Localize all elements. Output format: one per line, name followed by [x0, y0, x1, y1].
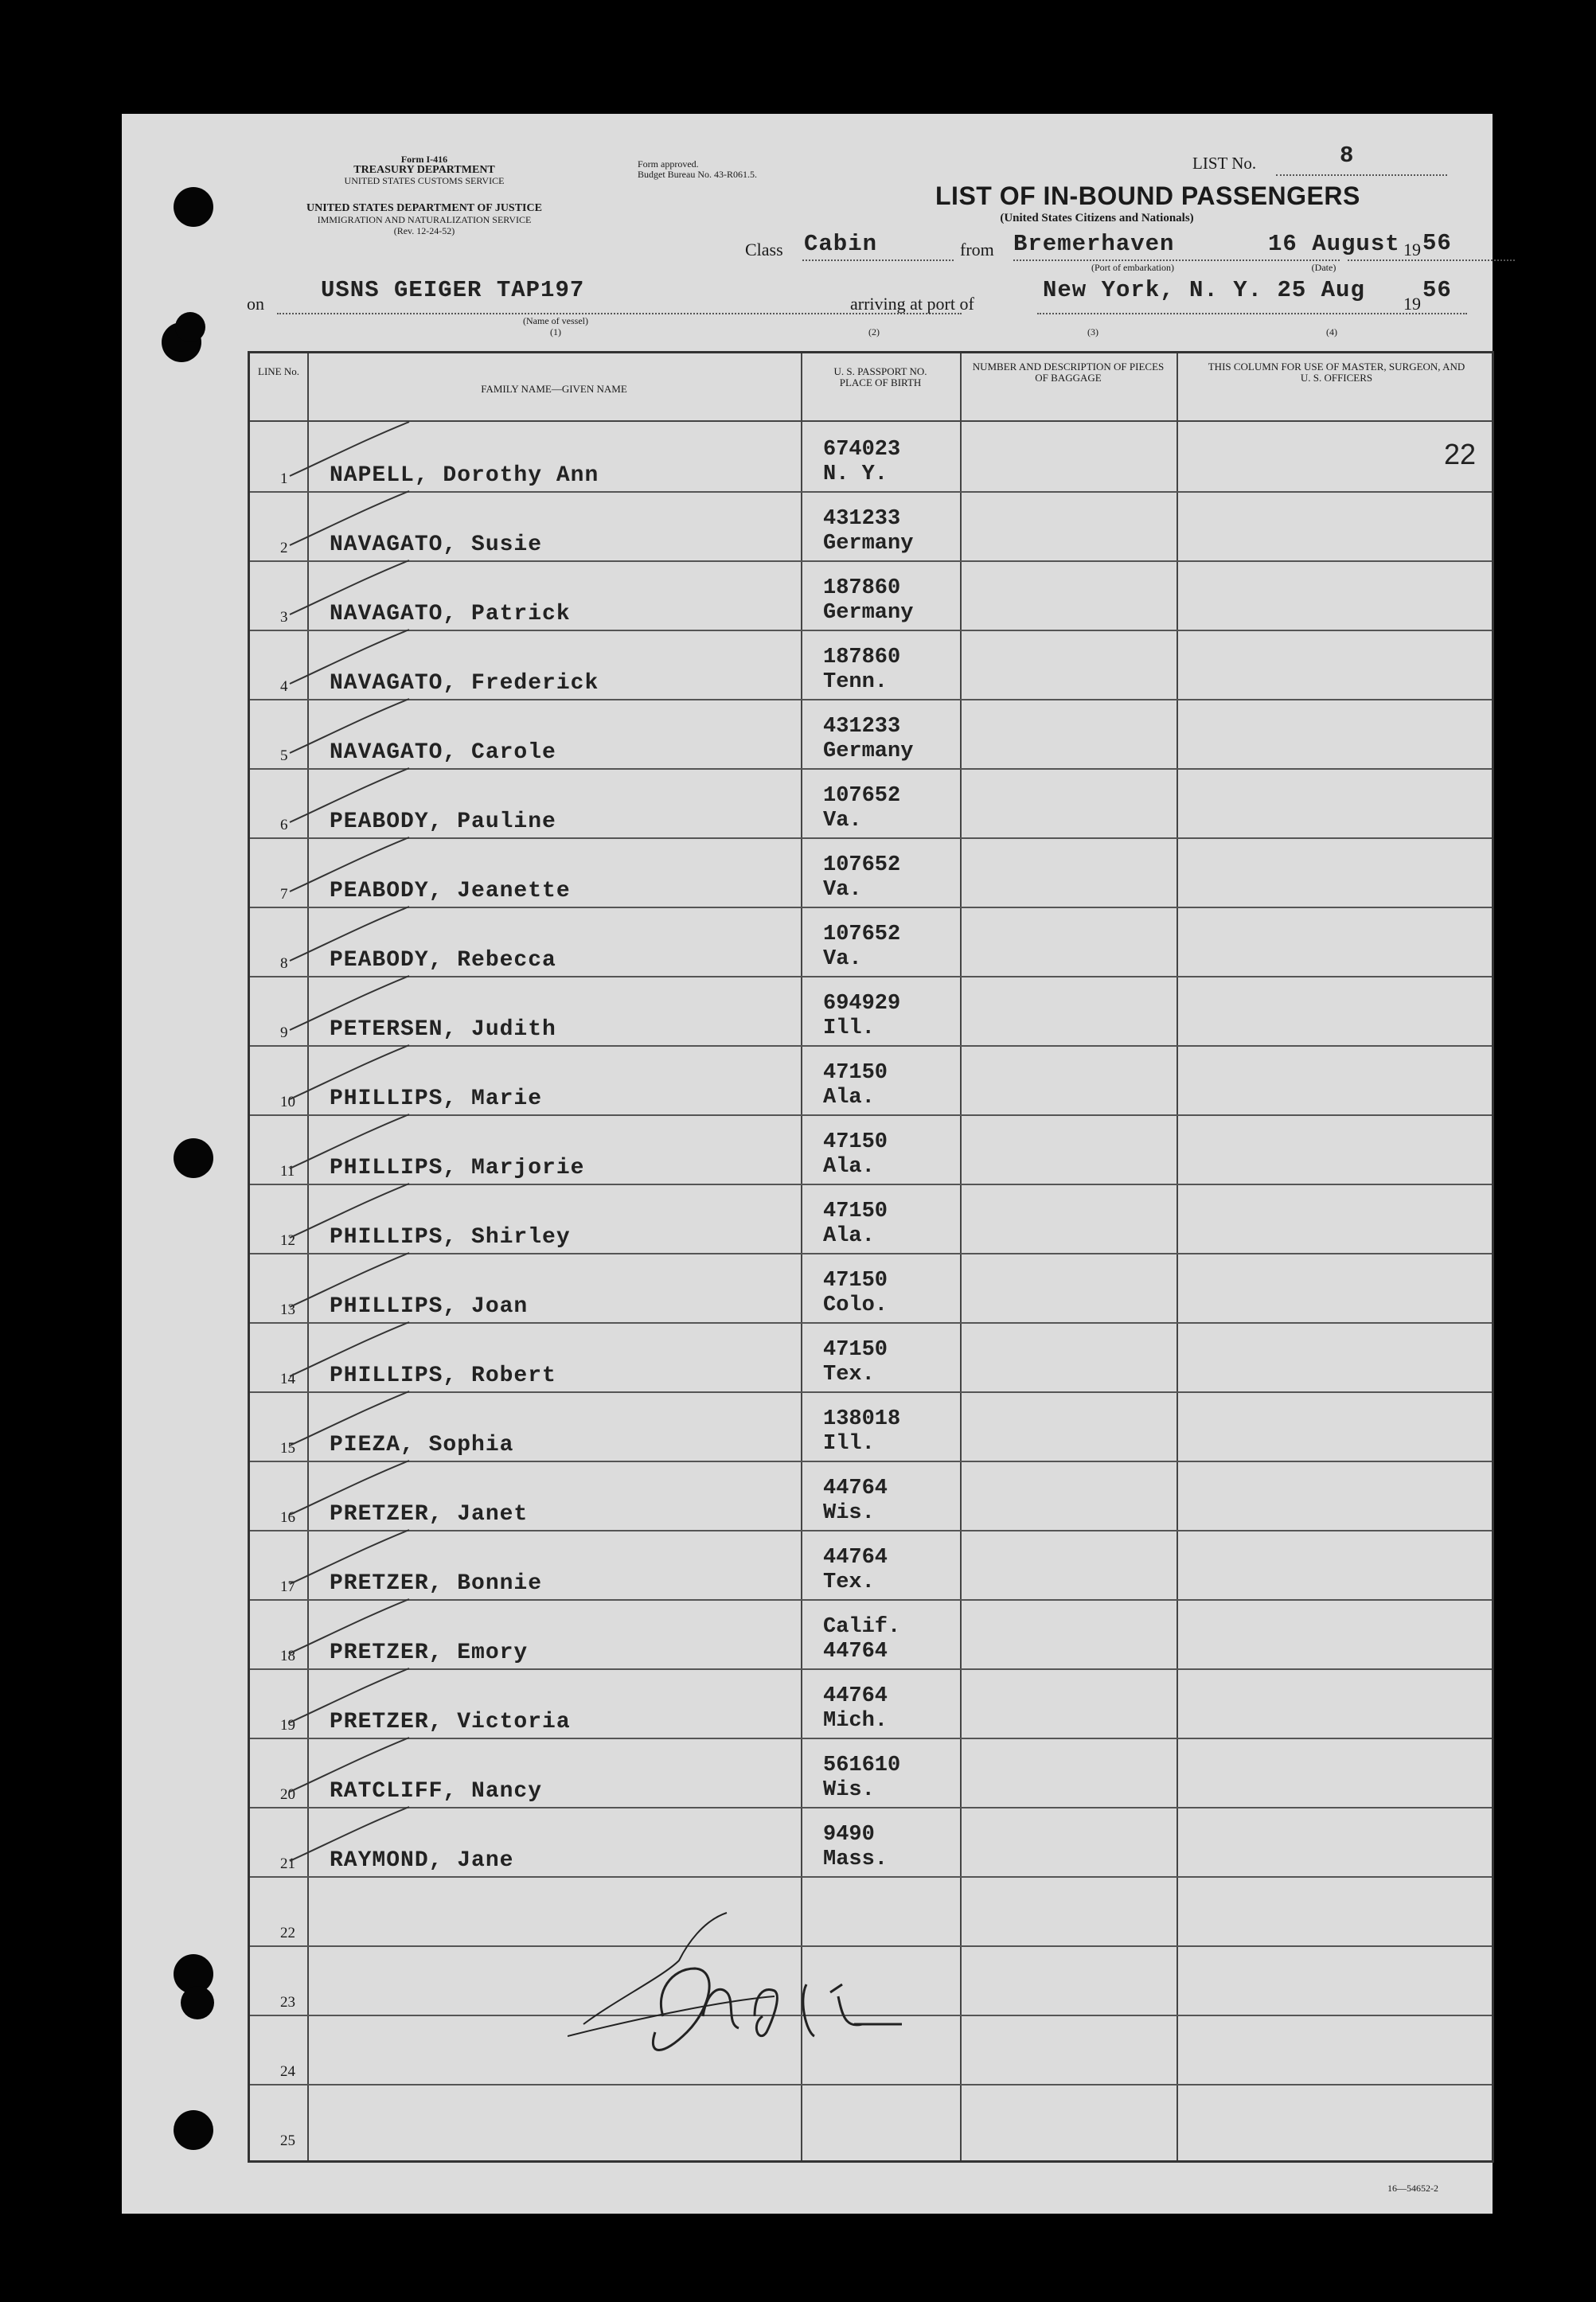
check-mark-icon: [282, 622, 417, 685]
footer-code: 16—54652-2: [1387, 2183, 1438, 2194]
passport-and-birthplace: [823, 1200, 888, 1249]
passport-and-birthplace: [823, 646, 900, 695]
place-of-birth: Colo.: [823, 1293, 888, 1317]
table-row: [250, 491, 1492, 562]
justice-department: UNITED STATES DEPARTMENT OF JUSTICE: [306, 202, 542, 214]
table-row: [250, 768, 1492, 839]
passenger-name: PHILLIPS, Joan: [330, 1294, 529, 1319]
class-label: Class: [745, 240, 783, 259]
line-number: 22: [280, 1925, 295, 1941]
manifest-sheet: [122, 114, 1493, 2214]
table-row: [250, 699, 1492, 770]
place-of-birth: Tenn.: [823, 670, 888, 694]
line-number: 23: [280, 1994, 295, 2011]
place-of-birth: Ala.: [823, 1155, 875, 1179]
place-of-birth: Germany: [823, 532, 914, 556]
list-no-value: 8: [1340, 142, 1355, 169]
line-number: 11: [280, 1163, 295, 1180]
line-number: 21: [280, 1855, 295, 1872]
check-mark-icon: [282, 483, 417, 547]
place-of-birth: N. Y.: [823, 462, 888, 486]
passenger-name: RATCLIFF, Nancy: [330, 1779, 543, 1804]
arrival-port: New York, N. Y. 25 Aug: [1043, 277, 1365, 303]
passenger-name: PHILLIPS, Marjorie: [330, 1156, 585, 1180]
passport-number: 431233: [823, 507, 901, 531]
date-value: 16 August: [1268, 231, 1400, 257]
year-value-1: 56: [1422, 230, 1452, 256]
passport-and-birthplace: [823, 1269, 888, 1318]
passport-number: 138018: [823, 1407, 901, 1431]
table-row: [250, 1668, 1492, 1739]
check-mark-icon: [282, 552, 417, 616]
passport-number: 107652: [823, 784, 901, 808]
year-value-2: 56: [1422, 277, 1452, 303]
passport-and-birthplace: [823, 438, 900, 487]
check-mark-icon: [282, 1245, 417, 1309]
column-number-4: (4): [1326, 326, 1337, 337]
passenger-name: PEABODY, Rebecca: [330, 948, 556, 973]
handwritten-signature: [568, 1897, 950, 2080]
line-number: 10: [280, 1094, 295, 1110]
passport-number: 47150: [823, 1200, 888, 1223]
list-no-label: LIST No.: [1192, 154, 1257, 173]
check-mark-icon: [282, 1660, 417, 1724]
passport-and-birthplace: [823, 576, 913, 626]
passenger-name: PHILLIPS, Marie: [330, 1087, 543, 1111]
passenger-name: PRETZER, Janet: [330, 1502, 529, 1527]
year-prefix-2: 19: [1403, 294, 1421, 314]
check-mark-icon: [282, 1453, 417, 1516]
line-number: 2: [280, 540, 288, 556]
line-number: 20: [280, 1786, 295, 1803]
passport-number: 561610: [823, 1754, 901, 1777]
passport-number: 674023: [823, 438, 901, 462]
place-of-birth: Ala.: [823, 1224, 875, 1248]
on-label: on: [247, 294, 264, 314]
table-row: [250, 1184, 1492, 1254]
place-of-birth: 44764: [823, 1640, 888, 1664]
table-row: [250, 1045, 1492, 1116]
passport-and-birthplace: [823, 784, 900, 833]
column-number-2: (2): [868, 326, 880, 337]
punch-hole: [174, 1138, 213, 1178]
table-row: [250, 1322, 1492, 1393]
line-number: 25: [280, 2132, 295, 2149]
line-number: 24: [280, 2063, 295, 2080]
header-baggage: NUMBER AND DESCRIPTION OF PIECES OF BAGGAGE: [972, 361, 1165, 384]
date-line: [1348, 259, 1515, 261]
check-mark-icon: [282, 1314, 417, 1378]
passenger-table: [248, 351, 1494, 2163]
class-value: Cabin: [804, 231, 878, 257]
passport-and-birthplace: [823, 1061, 888, 1110]
customs-service: UNITED STATES CUSTOMS SERVICE: [344, 175, 505, 186]
passport-number: 107652: [823, 923, 901, 946]
place-of-birth: Va.: [823, 878, 862, 902]
passport-number: 187860: [823, 576, 901, 600]
form-approved: Form approved.: [638, 158, 699, 170]
table-row: [250, 1391, 1492, 1462]
passport-number: 9490: [823, 1823, 875, 1847]
line-number: 18: [280, 1648, 295, 1664]
line-number: 19: [280, 1717, 295, 1734]
vessel-name: USNS GEIGER TAP197: [321, 277, 585, 303]
budget-bureau: Budget Bureau No. 43-R061.5.: [638, 169, 757, 180]
line-number: 14: [280, 1371, 295, 1387]
place-of-birth: Ill.: [823, 1016, 875, 1040]
punch-hole: [174, 187, 213, 227]
passport-and-birthplace: [823, 1130, 888, 1180]
passenger-name: PIEZA, Sophia: [330, 1433, 514, 1457]
passport-and-birthplace: [823, 992, 900, 1041]
check-mark-icon: [282, 829, 417, 893]
line-number: 6: [280, 817, 288, 833]
passport-and-birthplace: [823, 1477, 888, 1526]
passport-and-birthplace: [823, 1615, 900, 1664]
passport-and-birthplace: [823, 1407, 900, 1457]
place-of-birth: Mich.: [823, 1709, 888, 1733]
passport-number: 44764: [823, 1546, 888, 1570]
table-row: [250, 837, 1492, 908]
passport-and-birthplace: [823, 715, 913, 764]
port-caption: (Port of embarkation): [1091, 262, 1174, 273]
passport-number: 694929: [823, 992, 901, 1016]
form-number: Form I-416: [400, 154, 448, 165]
passport-and-birthplace: [823, 923, 900, 972]
list-no-line: [1276, 174, 1447, 176]
check-mark-icon: [282, 414, 417, 478]
passport-number: 44764: [823, 1477, 888, 1500]
line-number: 8: [280, 955, 288, 972]
passport-number: 47150: [823, 1269, 888, 1293]
arriving-label: arriving at port of: [850, 294, 974, 314]
table-row: [250, 1599, 1492, 1670]
check-mark-icon: [282, 1591, 417, 1655]
line-number: 5: [280, 747, 288, 764]
table-row: [250, 2084, 1492, 2153]
passport-and-birthplace: [823, 853, 900, 903]
place-of-birth: Va.: [823, 809, 862, 833]
passport-and-birthplace: [823, 1546, 888, 1595]
passenger-name: PRETZER, Bonnie: [330, 1571, 543, 1596]
place-of-birth: Va.: [823, 947, 862, 971]
line-number: 15: [280, 1440, 295, 1457]
table-row: [250, 976, 1492, 1047]
header-line-no: LINE No.: [258, 365, 299, 377]
passenger-name: PRETZER, Victoria: [330, 1710, 571, 1734]
passenger-name: PRETZER, Emory: [330, 1641, 529, 1665]
passenger-name: PHILLIPS, Robert: [330, 1364, 556, 1388]
check-mark-icon: [282, 760, 417, 824]
table-row: [250, 1253, 1492, 1324]
line-number: 12: [280, 1232, 295, 1249]
class-line: [802, 259, 954, 261]
place-of-birth: Ala.: [823, 1086, 875, 1110]
punch-hole: [174, 2110, 213, 2150]
passenger-name: RAYMOND, Jane: [330, 1848, 514, 1873]
place-of-birth: Mass.: [823, 1847, 888, 1871]
from-line: [1013, 259, 1340, 261]
passport-number: 431233: [823, 715, 901, 739]
table-row: [250, 1807, 1492, 1878]
place-of-birth: Tex.: [823, 1570, 875, 1594]
treasury-department: TREASURY DEPARTMENT: [353, 164, 495, 176]
header-name: FAMILY NAME—GIVEN NAME: [481, 383, 627, 395]
table-row: [250, 422, 1492, 493]
year-prefix-1: 19: [1403, 240, 1421, 259]
column-number-3: (3): [1087, 326, 1098, 337]
column-number-1: (1): [550, 326, 561, 337]
vessel-caption: (Name of vessel): [523, 315, 588, 326]
line-number: 3: [280, 609, 288, 626]
check-mark-icon: [282, 899, 417, 962]
arrival-line: [1037, 313, 1467, 314]
table-row: [250, 630, 1492, 700]
line-number: 13: [280, 1301, 295, 1318]
check-mark-icon: [282, 691, 417, 755]
immigration-service: IMMIGRATION AND NATURALIZATION SERVICE: [317, 214, 532, 225]
passenger-name: PEABODY, Pauline: [330, 810, 556, 834]
passport-number: 44764: [823, 1684, 888, 1708]
line-number: 17: [280, 1578, 295, 1595]
passenger-name: NAVAGATO, Frederick: [330, 671, 599, 696]
place-of-birth: Tex.: [823, 1363, 875, 1387]
passenger-name: NAVAGATO, Susie: [330, 533, 543, 557]
check-mark-icon: [282, 1037, 417, 1101]
passenger-name: NAPELL, Dorothy Ann: [330, 463, 599, 488]
check-mark-icon: [282, 1799, 417, 1863]
date-caption: (Date): [1311, 262, 1337, 273]
passport-number: 47150: [823, 1130, 888, 1154]
place-of-birth: Germany: [823, 601, 914, 625]
from-value: Bremerhaven: [1013, 231, 1175, 257]
table-row: [250, 1461, 1492, 1531]
check-mark-icon: [282, 1106, 417, 1170]
passport-number: 187860: [823, 646, 901, 669]
passenger-name: NAVAGATO, Carole: [330, 740, 556, 765]
line-number: 1: [280, 470, 288, 487]
place-of-birth: Germany: [823, 739, 914, 763]
passport-number: Calif.: [823, 1615, 901, 1639]
passport-and-birthplace: [823, 1338, 888, 1387]
place-of-birth: Wis.: [823, 1501, 875, 1525]
officer-note: 22: [1443, 438, 1476, 470]
table-row: [250, 1530, 1492, 1601]
passport-and-birthplace: [823, 507, 913, 556]
passport-and-birthplace: [823, 1754, 900, 1803]
passport-number: 107652: [823, 853, 901, 877]
table-row: [250, 560, 1492, 631]
from-label: from: [960, 240, 994, 259]
punch-hole: [181, 1986, 214, 2019]
place-of-birth: Wis.: [823, 1778, 875, 1802]
check-mark-icon: [282, 1176, 417, 1239]
line-number: 4: [280, 678, 288, 695]
table-row: [250, 907, 1492, 977]
check-mark-icon: [282, 1522, 417, 1586]
passenger-name: PETERSEN, Judith: [330, 1017, 556, 1042]
passport-and-birthplace: [823, 1684, 888, 1734]
line-number: 9: [280, 1024, 288, 1041]
header-officers: THIS COLUMN FOR USE OF MASTER, SURGEON, AND U. S. OFFICERS: [1208, 361, 1465, 384]
passport-number: 47150: [823, 1061, 888, 1085]
passport-and-birthplace: [823, 1823, 888, 1872]
table-row: [250, 1738, 1492, 1808]
header-passport: U. S. PASSPORT NO. PLACE OF BIRTH: [833, 365, 927, 388]
passenger-name: PHILLIPS, Shirley: [330, 1225, 571, 1250]
passenger-name: NAVAGATO, Patrick: [330, 602, 571, 626]
check-mark-icon: [282, 1730, 417, 1793]
check-mark-icon: [282, 968, 417, 1032]
table-row: [250, 1114, 1492, 1185]
manifest-title: LIST OF IN-BOUND PASSENGERS: [935, 181, 1360, 210]
line-number: 7: [280, 886, 288, 903]
passenger-name: PEABODY, Jeanette: [330, 879, 571, 903]
line-number: 16: [280, 1509, 295, 1526]
place-of-birth: Ill.: [823, 1432, 875, 1456]
punch-hole: [175, 312, 205, 342]
manifest-subtitle: (United States Citizens and Nationals): [1000, 212, 1194, 224]
form-revision: (Rev. 12-24-52): [393, 225, 455, 236]
passport-number: 47150: [823, 1338, 888, 1362]
check-mark-icon: [282, 1383, 417, 1447]
